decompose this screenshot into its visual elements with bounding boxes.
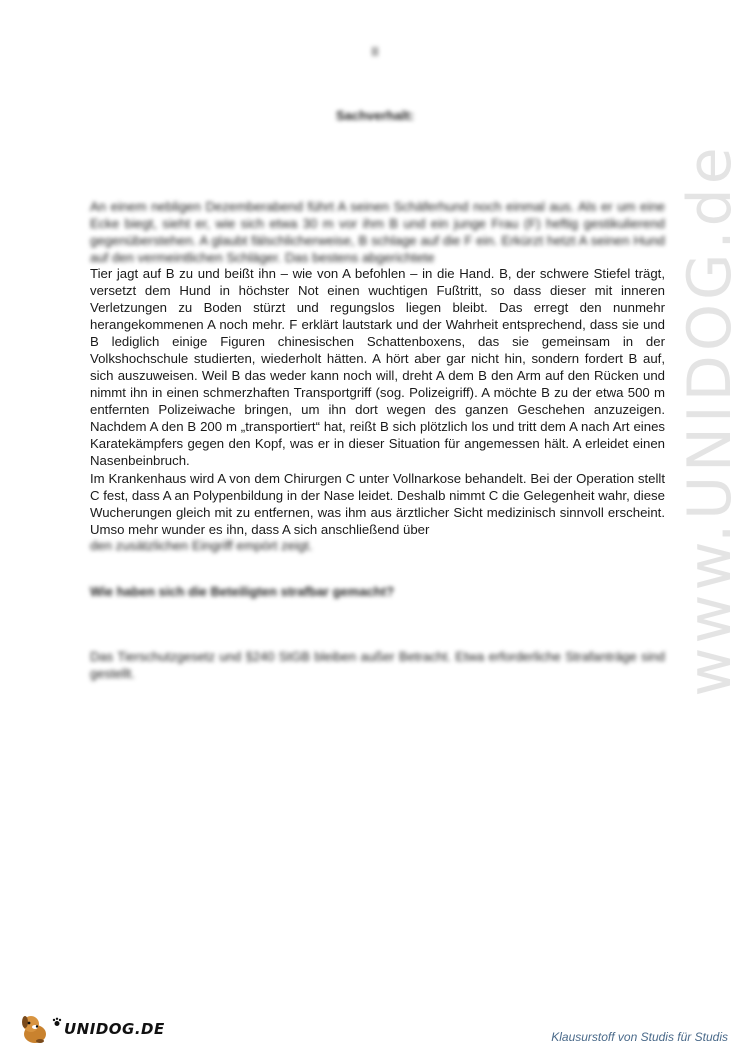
paragraph-2: Im Krankenhaus wird A von dem Chirurgen C unter Vollnarkose behandelt. Bei der Operation stellt C fest, dass A an Polypenbildung in der Nase leidet. Deshalb nimmt C die Gelegenheit wahr, diese Wucherungen gleich mit zu entfernen, was ihm aus ärztlicher Sicht medizinisch sinnvoll erscheint. Umso mehr wunder es ihn, dass A sich anschließend über <box>90 471 665 537</box>
footer-tagline: Klausurstoff von Studis für Studis <box>551 1030 728 1044</box>
exam-note: Das Tierschutzgesetz und §240 StGB bleiben außer Betracht. Etwa erforderliche Strafanträge sind gestellt. <box>90 649 665 681</box>
paragraph-1: Tier jagt auf B zu und beißt ihn – wie von A befohlen – in die Hand. B, der schwere Stiefel trägt, versetzt dem Hund in höchster Not einen wuchtigen Fußtritt, so dass dieser mit inneren Verletzungen zu Boden stürzt und regungslos liegen bleibt. Das erregt den nunmehr herangekommenen A noch mehr. F erklärt lautstark und der Wahrheit entsprechend, dass sie und B lediglich einige Figuren chinesischen Schattenboxens, das sie gemeinsam in der Volkshochschule studierten, wiederholt hätten. A hört aber gar nicht hin, sondern fordert B auf, sich auszuweisen. Weil B das weder kann noch will, dreht A dem B den Arm auf den Rücken und nimmt ihn in einen schmerzhaften Transportgriff (sog. Polizeigriff). A möchte B zu der etwa 500 m entfernten Polizeiwache bringen, um ihn dort wegen des ganzen Geschehen anzuzeigen. Nachdem A den B 200 m „transportiert“ hat, reißt B sich plötzlich los und tritt dem A nach Art eines Karatekämpfers gegen den Kopf, was er in dieser Situation für angemessen hält. A erleidet einen Nasenbeinbruch. <box>90 266 665 468</box>
paragraph-2-blurred: den zusätzlichen Eingriff empört zeigt. <box>90 538 313 553</box>
logo-text: UNIDOG.DE <box>64 1020 165 1038</box>
paw-icon <box>52 1017 62 1027</box>
watermark: www.UNIDOG.de <box>675 143 745 697</box>
unidog-logo[interactable] <box>18 1012 165 1046</box>
dog-mascot-icon <box>18 1012 52 1046</box>
exam-question: Wie haben sich die Beteiligten strafbar gemacht? <box>90 584 395 599</box>
page-number: II <box>371 44 379 59</box>
paragraph-1-blurred: An einem nebligen Dezemberabend führt A seinen Schäferhund noch einmal aus. Als er um eine Ecke biegt, sieht er, wie sich etwa 30 m vor ihm B und ein junge Frau (F) heftig gestikulierend gegenüberstehen. A glaubt fälschlicherweise, B schlage auf die F ein. Erkürzt hetzt A seinen Hund auf den vermeintlichen Schläger. Das bestens abgerichtete <box>90 199 665 265</box>
section-heading: Sachverhalt: <box>335 108 415 123</box>
